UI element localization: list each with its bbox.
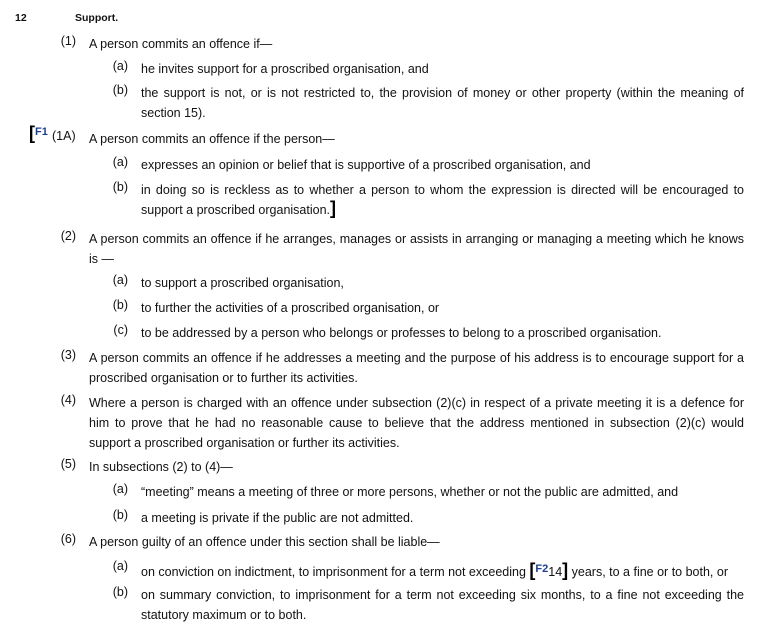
paragraph-text-after: years, to a fine or to both, or (571, 565, 728, 579)
subsection-text: A person guilty of an offence under this section shall be liable— (89, 535, 440, 549)
paragraph-number: (b) (112, 298, 128, 312)
paragraph-text-body: in doing so is reckless as to whether a person to whom the expression is directed will be encouraged to support a proscribed organisation. (141, 183, 744, 217)
subsection-number: (2) (60, 229, 76, 243)
open-bracket: [ (29, 123, 35, 143)
subsection-text: In subsections (2) to (4)— (89, 460, 233, 474)
paragraph-text: on summary conviction, to imprisonment for a term not exceeding six months, to a fine not exceeding the statutory maximum or to both. (141, 588, 744, 622)
section-title: Support. (75, 12, 119, 24)
paragraph-number: (a) (112, 155, 128, 169)
subsection-number: (6) (60, 532, 76, 546)
paragraph-text: to be addressed by a person who belongs or professes to belong to a proscribed organisation. (141, 326, 662, 340)
section-heading (0, 12, 768, 28)
paragraph-text: to support a proscribed organisation, (141, 276, 344, 290)
subsection-text: A person commits an offence if he addresses a meeting and the purpose of his address is to encourage support for a proscribed organisation or to further its activities. (89, 351, 744, 385)
paragraph-number: (a) (112, 559, 128, 573)
paragraph-number: (b) (112, 83, 128, 97)
amended-value: 14 (548, 565, 563, 579)
paragraph-text (141, 180, 744, 220)
subsection-text: A person commits an offence if the person— (89, 132, 335, 146)
paragraph-number: (b) (112, 585, 128, 599)
paragraph-text: the support is not, or is not restricted to, the provision of money or other property (within the meaning of section 15). (141, 86, 744, 120)
paragraph-number: (a) (112, 273, 128, 287)
subsection-number: (1A) (52, 129, 76, 143)
paragraph-text (141, 559, 744, 582)
paragraph-number: (a) (112, 482, 128, 496)
close-bracket: ] (562, 560, 569, 580)
paragraph-number: (a) (112, 59, 128, 73)
subsection-text: A person commits an offence if— (89, 37, 273, 51)
footnote-ref-f1[interactable]: F1 (35, 126, 48, 138)
subsection-number: (5) (60, 457, 76, 471)
paragraph-text: “meeting” means a meeting of three or more persons, whether or not the public are admitted, and (141, 485, 679, 499)
paragraph-text: to further the activities of a proscribed organisation, or (141, 301, 440, 315)
paragraph-number: (c) (113, 323, 128, 337)
subsection-number: (1) (60, 34, 76, 48)
open-bracket: [ (529, 560, 536, 580)
footnote-ref-f2[interactable]: F2 (535, 563, 549, 575)
subsection-text: A person commits an offence if he arranges, manages or assists in arranging or managing a meeting which he knows is — (89, 232, 744, 266)
amendment-marker-f1[interactable] (29, 123, 48, 143)
paragraph-text-before: on conviction on indictment, to imprisonment for a term not exceeding (141, 565, 526, 579)
close-bracket: ] (330, 198, 337, 218)
paragraph-number: (b) (112, 508, 128, 522)
paragraph-text: expresses an opinion or belief that is supportive of a proscribed organisation, and (141, 158, 591, 172)
subsection-number: (4) (60, 393, 76, 407)
paragraph-text: he invites support for a proscribed organisation, and (141, 62, 429, 76)
subsection-number: (3) (60, 348, 76, 362)
paragraph-number: (b) (112, 180, 128, 194)
section-number: 12 (15, 12, 27, 24)
paragraph-text: a meeting is private if the public are not admitted. (141, 511, 414, 525)
amendment-marker-f2[interactable] (529, 560, 569, 580)
subsection-text: Where a person is charged with an offence under subsection (2)(c) in respect of a private meeting it is a defence for him to prove that he had no reasonable cause to believe that the address mentioned in subsection (2)(c) would support a proscribed organisation or further its activities. (89, 396, 744, 450)
